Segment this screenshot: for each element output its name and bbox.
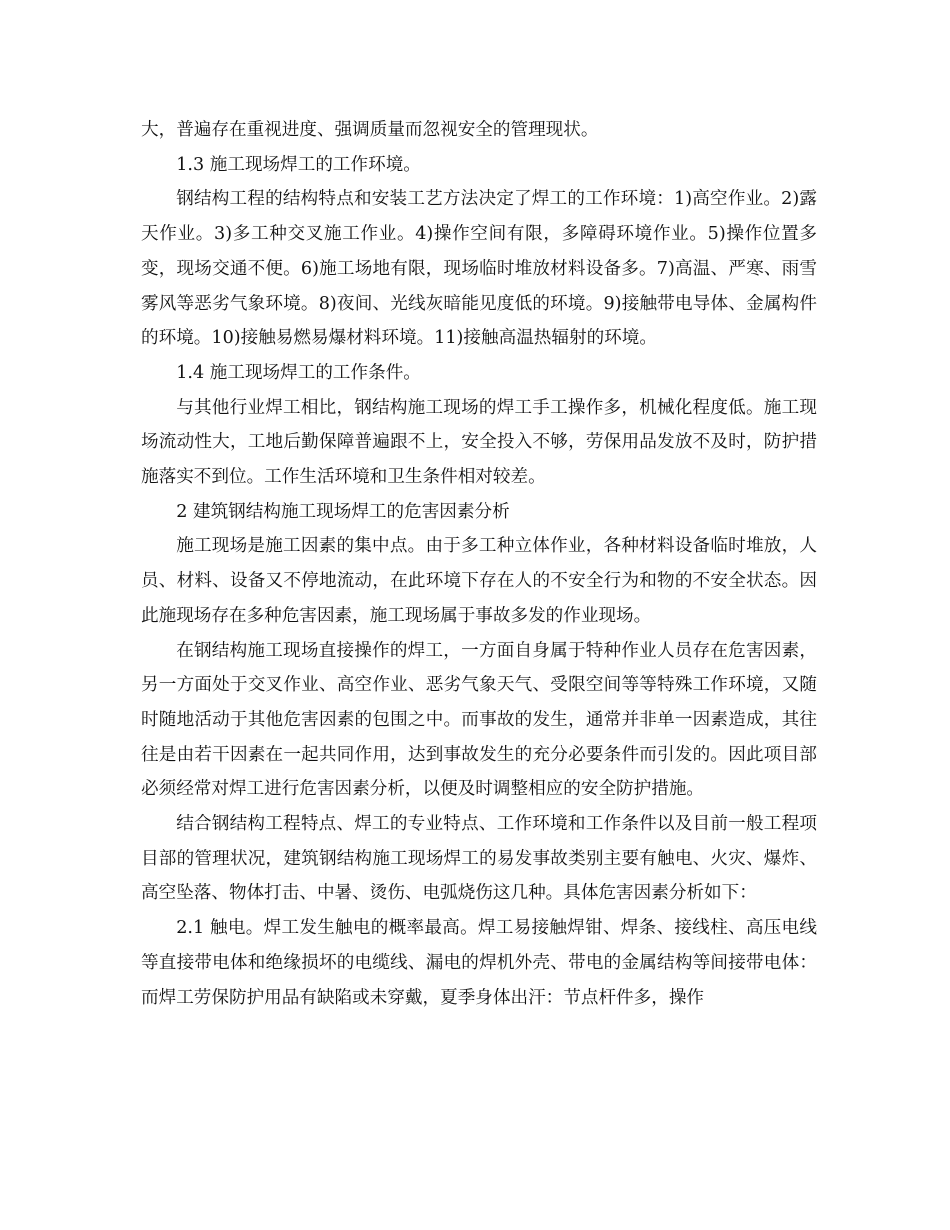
document-page [141,113,817,1015]
section-heading-2: 2 建筑钢结构施工现场焊工的危害因素分析 [176,501,510,522]
paragraph-work-environment: 钢结构工程的结构特点和安装工艺方法决定了焊工的工作环境：1)高空作业。2)露天作业。3)多工种交叉施工作业。4)操作空间有限，多障碍环境作业。5)操作位置多变，现场交通不便。6)施工场地有限，现场临时堆放材料设备多。7)高温、严寒、雨雪雾风等恶劣气象环境。8)夜间、光线灰暗能见度低的环境。9)接触带电导体、金属构件的环境。10)接触易燃易爆材料环境。11)接触高温热辐射的环境。 [141,189,817,349]
paragraph-accident-types: 结合钢结构工程特点、焊工的专业特点、工作环境和工作条件以及目前一般工程项目部的管理状况，建筑钢结构施工现场焊工的易发事故类别主要有触电、火灾、爆炸、高空坠落、物体打击、中暑、烫伤、电弧烧伤这几种。具体危害因素分析如下： [141,814,817,904]
section-heading-1-4: 1.4 施工现场焊工的工作条件。 [176,362,421,383]
paragraph-electric-shock: 2.1 触电。焊工发生触电的概率最高。焊工易接触焊钳、焊条、接线柱、高压电线等直接带电体和绝缘损坏的电缆线、漏电的焊机外壳、带电的金属结构等间接带电体：而焊工劳保防护用品有缺陷或未穿戴，夏季身体出汗：节点杆件多，操作 [141,918,817,1008]
paragraph-work-conditions: 与其他行业焊工相比，钢结构施工现场的焊工手工操作多，机械化程度低。施工现场流动性大，工地后勤保障普遍跟不上，安全投入不够，劳保用品发放不及时，防护措施落实不到位。工作生活环境和卫生条件相对较差。 [141,397,817,488]
section-heading-1-3: 1.3 施工现场焊工的工作环境。 [176,154,421,175]
paragraph-welder-hazards: 在钢结构施工现场直接操作的焊工，一方面自身属于特种作业人员存在危害因素，另一方面处于交叉作业、高空作业、恶劣气象天气、受限空间等等特殊工作环境，又随时随地活动于其他危害因素的包围之中。而事故的发生，通常并非单一因素造成，其往往是由若干因素在一起共同作用，达到事故发生的充分必要条件而引发的。因此项目部必须经常对焊工进行危害因素分析，以便及时调整相应的安全防护措施。 [141,640,817,800]
paragraph-site-hazards: 施工现场是施工因素的集中点。由于多工种立体作业，各种材料设备临时堆放，人员、材料、设备又不停地流动，在此环境下存在人的不安全行为和物的不安全状态。因此施现场存在多种危害因素，施工现场属于事故多发的作业现场。 [141,536,817,626]
paragraph-continuation: 大，普遍存在重视进度、强调质量而忽视安全的管理现状。 [141,120,599,140]
